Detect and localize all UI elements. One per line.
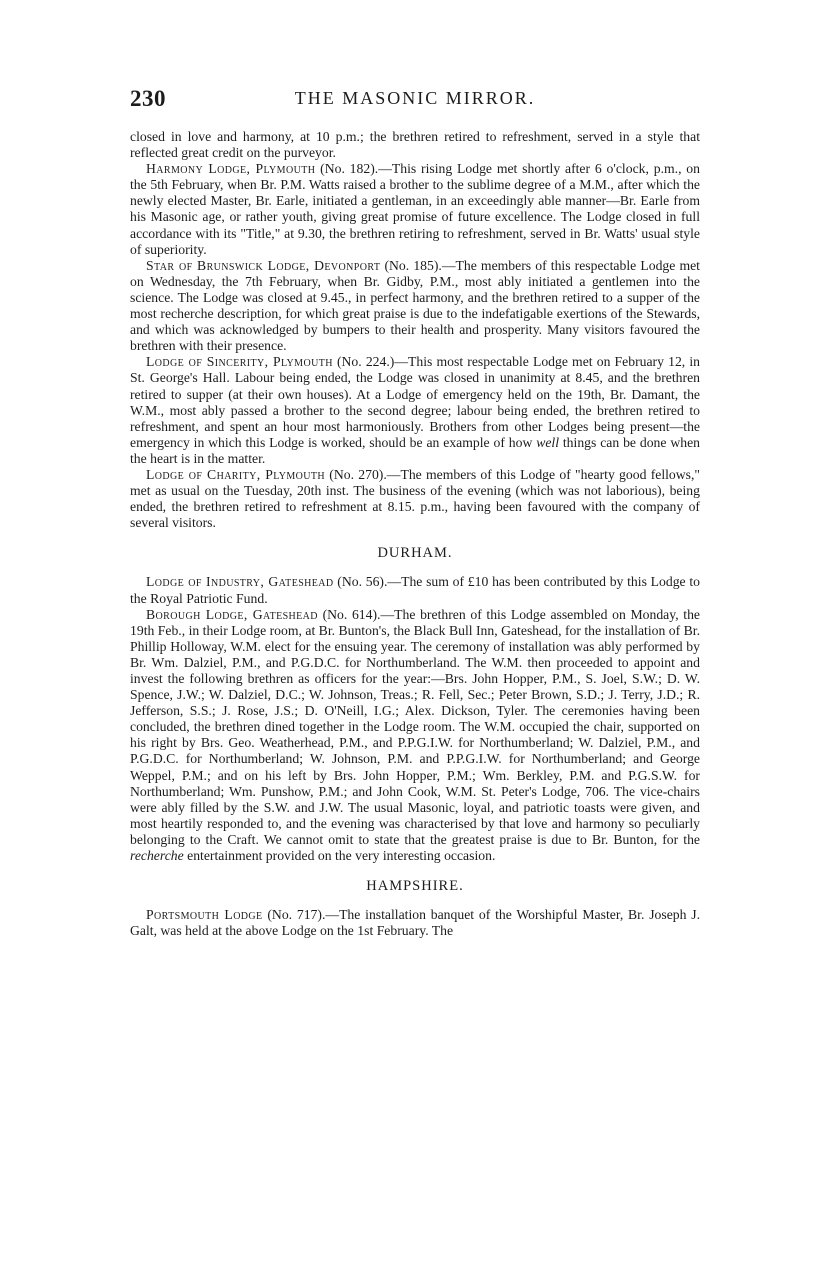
lodge-title: Harmony Lodge, Plymouth	[146, 161, 316, 177]
lodge-title: Lodge of Industry, Gateshead	[146, 574, 334, 590]
page-header	[130, 86, 700, 116]
section-heading-durham: DURHAM.	[377, 545, 453, 562]
lodge-title: Portsmouth Lodge	[146, 907, 263, 923]
lodge-title: Star of Brunswick Lodge, Devonport	[146, 257, 381, 273]
paragraph: Star of Brunswick Lodge, Devonport (No. 185).—The members of this respectable Lodge met on Wednesday, the 7th February, when Br. Gidby, P.M., most ably initiated a gentlemen into the science. The Lodge was closed at 9.45., in perfect harmony, and the brethren retired to a supper of the most recherche description, for which great praise is due to the indefatigable exertions of the Stewards, and which was acknowledged by bumpers to their health and prosperity. Many visitors favoured the brethren with their presence.	[130, 257, 700, 354]
paragraph: closed in love and harmony, at 10 p.m.; the brethren retired to refreshment, served in a style that reflected great credit on the purveyor.	[130, 129, 700, 161]
lodge-title: Lodge of Charity, Plymouth	[146, 466, 326, 482]
paragraph: Lodge of Sincerity, Plymouth (No. 224.)—This most respectable Lodge met on February 12, in St. George's Hall. Labour being ended, the Lodge was closed in unanimity at 8.45, and the brethren retired to supper (at their own houses). At a Lodge of emergency held on the 19th, Br. Damant, the W.M., most ably passed a brother to the second degree; labour being ended, the brethren retired to refreshment, and spent an hour most harmoniously. Brothers from other Lodges being present—the emergency in which this Lodge is worked, should be an example of how well things can be done when the heart is in the matter.	[130, 354, 700, 466]
lodge-title: Borough Lodge, Gateshead	[146, 606, 318, 622]
paragraph: Portsmouth Lodge (No. 717).—The installation banquet of the Worshipful Master, Br. Joseph J. Galt, was held at the above Lodge on the 1st February. The	[130, 907, 700, 939]
paragraph: Borough Lodge, Gateshead (No. 614).—The brethren of this Lodge assembled on Monday, the 19th Feb., in their Lodge room, at Br. Bunton's, the Black Bull Inn, Gateshead, for the installation of Br. Phillip Holloway, W.M. elect for the ensuing year. The ceremony of installation was ably performed by Br. Wm. Dalziel, P.M., and P.G.D.C. for Northumberland. The W.M. then proceeded to appoint and invest the following brethren as officers for the year:—Brs. John Hopper, P.M., S. Joel, S.W.; D. W. Spence, J.W.; W. Dalziel, D.C.; W. Johnson, Treas.; R. Fell, Sec.; Peter Brown, S.D.; J. Terry, J.D.; R. Jefferson, S.S.; J. Rose, J.S.; D. O'Neill, I.G.; Alex. Dickson, Tyler. The ceremonies having been concluded, the brethren dined together in the Lodge room. The W.M. occupied the chair, supported on his right by Brs. Geo. Weatherhead, P.M., and P.P.G.I.W. for Northumberland; W. Dalziel, P.M., and P.G.D.C. for Northumberland; W. Johnson, P.M. and P.P.G.I.W. for Northumberland; and George Weppel, P.M.; and on his left by Brs. John Hopper, P.M.; Wm. Berkley, P.M. and P.G.S.W. for Northumberland; Wm. Punshow, P.M.; and John Cook, W.M. St. Peter's Lodge, 706. The vice-chairs were ably filled by the S.W. and J.W. The usual Masonic, loyal, and patriotic toasts were given, and most heartily responded to, and the evening was characterised by that love and harmony so peculiarly belonging to the Craft. We cannot omit to state that the greatest praise is due to Br. Bunton, for the recherche entertainment provided on the very interesting occasion.	[130, 606, 700, 864]
section-heading-hampshire: HAMPSHIRE.	[366, 878, 464, 895]
paragraph: Lodge of Industry, Gateshead (No. 56).—The sum of £10 has been contributed by this Lodge to the Royal Patriotic Fund.	[130, 574, 700, 606]
paragraph: Lodge of Charity, Plymouth (No. 270).—The members of this Lodge of "hearty good fellows," met as usual on the Tuesday, 20th inst. The business of the evening (which was not laborious), being ended, the brethren retired to refreshment at 8.15. p.m., having been favoured with the company of several visitors.	[130, 466, 700, 531]
running-title: THE MASONIC MIRROR.	[294, 88, 536, 108]
page-number: 230	[130, 86, 166, 111]
paragraph: Harmony Lodge, Plymouth (No. 182).—This rising Lodge met shortly after 6 o'clock, p.m., on the 5th February, when Br. P.M. Watts raised a brother to the sublime degree of a M.M., after which the newly elected Master, Br. Earle, initiated a gentleman, in an exceedingly able manner—Br. Earle from his Masonic age, or rather youth, giving great promise of future excellence. The Lodge closed in full accordance with its "Title," at 9.30, the brethren retiring to refreshment, served in Br. Watts' usual style of superiority.	[130, 161, 700, 257]
article-body	[130, 129, 700, 939]
lodge-title: Lodge of Sincerity, Plymouth	[146, 354, 333, 370]
italic-text: recherche	[130, 848, 184, 864]
italic-text: well	[536, 434, 560, 450]
